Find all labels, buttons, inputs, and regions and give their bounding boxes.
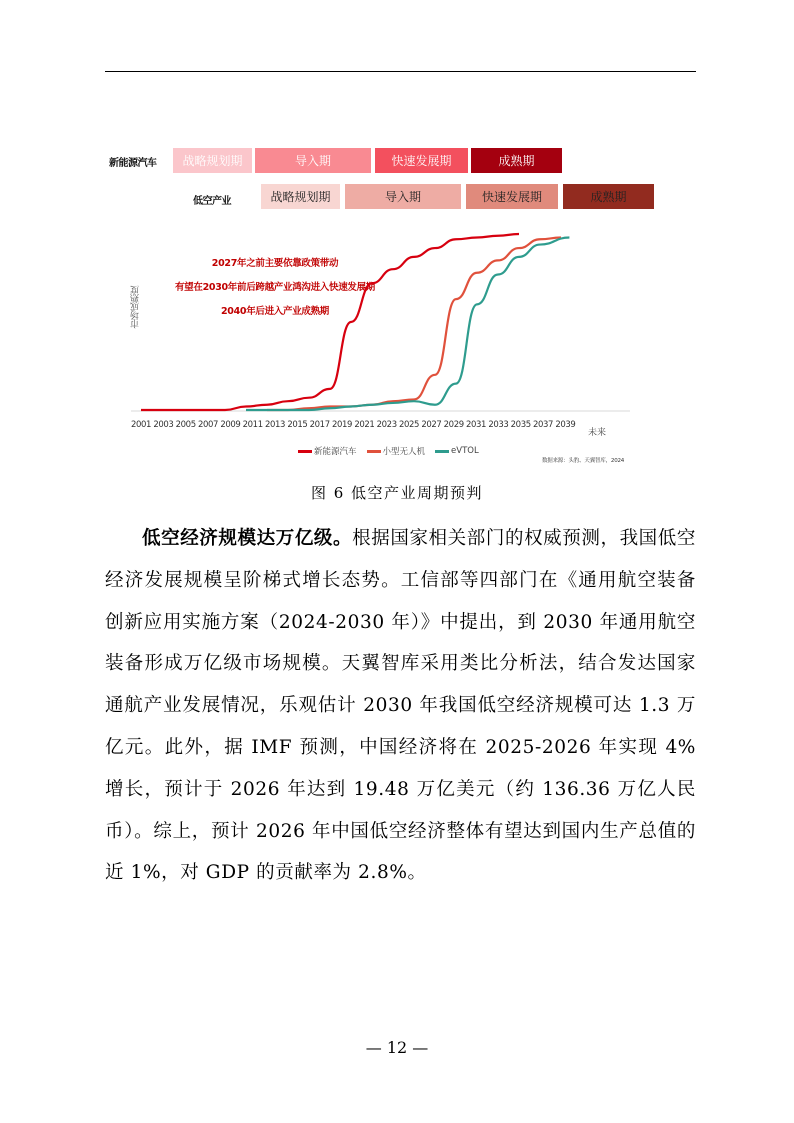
series-line	[141, 234, 519, 410]
legend-label: 新能源汽车	[314, 447, 357, 457]
legend-label: eVTOL	[451, 446, 479, 456]
y-axis-label: 市场成熟度	[131, 286, 141, 329]
figure-caption: 图 6 低空产业周期预判	[310, 484, 484, 502]
stage-box: 快速发展期	[375, 148, 468, 173]
source-note: 数据来源：头豹、天翼智库，2024	[542, 458, 625, 464]
figure-low-altitude-cycle	[105, 138, 665, 468]
row-label-nev: 新能源汽车	[109, 158, 157, 169]
stage-box: 战略规划期	[261, 184, 340, 209]
x-axis-ticks: 2001 2003 2005 2007 2009 2011 2013 2015 2017 2019 2021 2023 2025 2027 2029 2031 2033 2035 2037 2039	[131, 420, 576, 430]
paragraph-text: 根据国家相关部门的权威预测，我国低空经济发展规模呈阶梯式增长态势。工信部等四部门在《通用航空装备创新应用实施方案（2024-2030 年）》中提出，到 2030 年通用航空装备形成万亿级市场规模。天翼智库采用类比分析法，结合发达国家通航产业发展情况，乐观估计 2030 年我国低空经济规模可达 1.3 万亿元。此外，据 IMF 预测，中国经济将在 2025-2026 年实现 4%增长，预计于 2026 年达到 19.48 万亿美元（约 136.36 万亿人民币）。综上，预计 2026 年中国低空经济整体有望达到国内生产总值的近 1%，对 GDP 的贡献率为 2.8%。	[105, 528, 696, 884]
annotation-line-2: 有望在2030年前后跨越产业鸿沟进入快速发展期	[174, 282, 376, 293]
legend-swatch-icon	[435, 450, 449, 453]
stage-box: 成熟期	[471, 148, 562, 173]
stage-box: 快速发展期	[466, 184, 558, 209]
annotation-line-3: 2040年后进入产业成熟期	[220, 306, 330, 317]
row-label-low-altitude: 低空产业	[193, 196, 231, 207]
series-layer	[141, 234, 569, 410]
legend-item	[435, 446, 479, 456]
annotation-line-1: 2027年之前主要依靠政策带动	[211, 258, 339, 269]
stage-box: 成熟期	[563, 184, 654, 209]
legend-item	[298, 445, 357, 457]
legend-item	[367, 445, 426, 457]
x-axis-future-label: 未来	[588, 428, 607, 438]
series-line	[267, 238, 561, 410]
chart-legend	[298, 445, 479, 457]
stage-box: 战略规划期	[173, 148, 252, 173]
legend-label: 小型无人机	[382, 447, 426, 457]
line-chart	[105, 138, 665, 468]
stage-box: 导入期	[345, 184, 461, 209]
legend-swatch-icon	[367, 450, 381, 453]
stage-box: 导入期	[255, 148, 371, 173]
body-paragraph	[105, 518, 696, 894]
page-number: — 12 —	[365, 1038, 429, 1057]
paragraph-lead: 低空经济规模达万亿级。	[142, 528, 353, 549]
series-line	[246, 238, 569, 410]
legend-swatch-icon	[298, 450, 312, 453]
header-rule	[105, 71, 696, 72]
